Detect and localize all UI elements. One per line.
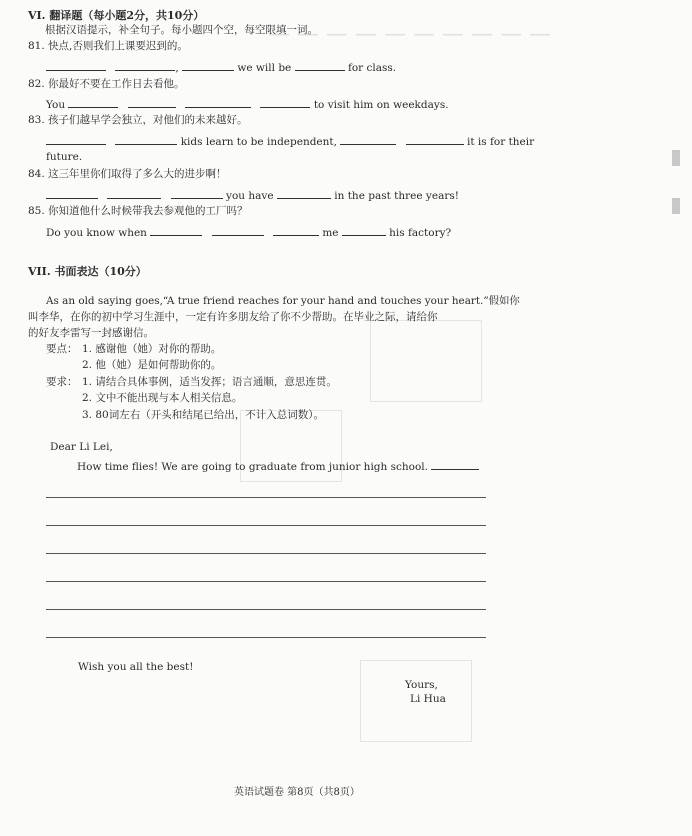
- answer-blank[interactable]: [115, 134, 177, 145]
- requirement-3: 3. 80词左右（开头和结尾已给出，不计入总词数）。: [82, 409, 324, 421]
- letter-salutation: Dear Li Lei,: [50, 441, 113, 453]
- answer-blank[interactable]: [273, 225, 319, 236]
- scan-mark: [672, 198, 680, 214]
- answer-blank[interactable]: [342, 225, 386, 236]
- q81-chinese: 81. 快点,否则我们上课要迟到的。: [28, 40, 188, 52]
- prompt-line-2: 叫李华，在你的初中学习生涯中，一定有许多朋友给了你不少帮助。在毕业之际，请给你: [28, 311, 438, 323]
- point-1: 1. 感谢他（她）对你的帮助。: [82, 343, 222, 355]
- answer-blank[interactable]: [46, 60, 106, 71]
- letter-opening-text: How time flies! We are going to graduate from junior high school.: [77, 461, 428, 473]
- requirement-2: 2. 文中不能出现与本人相关信息。: [82, 392, 243, 404]
- answer-blank[interactable]: [107, 188, 161, 199]
- point-2: 2. 他（她）是如何帮助你的。: [82, 359, 222, 371]
- answer-blank[interactable]: [212, 225, 264, 236]
- points-label: 要点：: [46, 343, 78, 355]
- answer-blank[interactable]: [46, 134, 106, 145]
- letter-name: Li Hua: [410, 693, 446, 705]
- answer-blank[interactable]: [340, 134, 396, 145]
- answer-blank[interactable]: [150, 225, 202, 236]
- writing-line[interactable]: [46, 525, 486, 526]
- q83-chinese: 83. 孩子们越早学会独立，对他们的未来越好。: [28, 114, 248, 126]
- q82-chinese: 82. 你最好不要在工作日去看他。: [28, 78, 185, 90]
- comma: ,: [175, 62, 179, 74]
- bleed-through-text: — — — — — — — — — —: [268, 22, 551, 47]
- writing-line[interactable]: [46, 497, 486, 498]
- scan-mark: [672, 150, 680, 166]
- answer-blank[interactable]: [115, 60, 175, 71]
- q82-end-text: to visit him on weekdays.: [313, 99, 449, 111]
- requirement-1: 1. 请结合具体事例，适当发挥；语言通顺，意思连贯。: [82, 376, 337, 388]
- q82-english: [46, 97, 449, 112]
- letter-opening: [77, 459, 479, 474]
- bleed-through-box: [370, 320, 482, 402]
- prompt-line-1: As an old saying goes,“A true friend reaches for your hand and touches your heart.”假如你: [46, 295, 520, 307]
- letter-closing: Wish you all the best!: [78, 661, 194, 673]
- answer-blank[interactable]: [185, 97, 251, 108]
- q85-start-text: Do you know when: [46, 227, 147, 239]
- writing-line[interactable]: [46, 637, 486, 638]
- page-footer: 英语试题卷 第8页（共8页）: [234, 787, 360, 798]
- q83-end-text: it is for their: [467, 136, 535, 148]
- q84-mid-text: you have: [226, 190, 274, 202]
- section-7-title: VII. 书面表达（10分）: [28, 265, 147, 278]
- writing-blank[interactable]: [431, 459, 479, 470]
- q85-chinese: 85. 你知道他什么时候带我去参观他的工厂吗？: [28, 205, 248, 217]
- writing-line[interactable]: [46, 553, 486, 554]
- q85-mid-text: me: [322, 227, 339, 239]
- section-6-instruction: 根据汉语提示，补全句子。每小题四个空，每空限填一词。: [45, 24, 318, 36]
- q84-english: [46, 188, 459, 203]
- writing-line[interactable]: [46, 609, 486, 610]
- q84-chinese: 84. 这三年里你们取得了多么大的进步啊！: [28, 168, 227, 180]
- prompt-line-3: 的好友李雷写一封感谢信。: [28, 327, 154, 339]
- letter-sign-off: Yours,: [405, 679, 438, 691]
- answer-blank[interactable]: [295, 60, 345, 71]
- writing-line[interactable]: [46, 581, 486, 582]
- q85-end-text: his factory?: [389, 227, 452, 239]
- answer-blank[interactable]: [260, 97, 310, 108]
- answer-blank[interactable]: [171, 188, 223, 199]
- q85-english: [46, 225, 451, 240]
- q82-start-text: You: [46, 99, 66, 111]
- q81-english: [46, 60, 396, 75]
- q81-mid-text: we will be: [237, 62, 292, 74]
- section-6-title: VI. 翻译题（每小题2分，共10分）: [28, 9, 205, 22]
- q84-end-text: in the past three years!: [334, 190, 459, 202]
- requirements-label: 要求：: [46, 376, 78, 388]
- answer-blank[interactable]: [406, 134, 464, 145]
- q83-continuation: future.: [46, 151, 83, 163]
- answer-blank[interactable]: [68, 97, 118, 108]
- answer-blank[interactable]: [128, 97, 176, 108]
- q83-english: [46, 134, 534, 149]
- q81-end-text: for class.: [347, 62, 397, 74]
- answer-blank[interactable]: [182, 60, 234, 71]
- q83-mid-text: kids learn to be independent,: [180, 136, 337, 148]
- answer-blank[interactable]: [277, 188, 331, 199]
- answer-blank[interactable]: [46, 188, 98, 199]
